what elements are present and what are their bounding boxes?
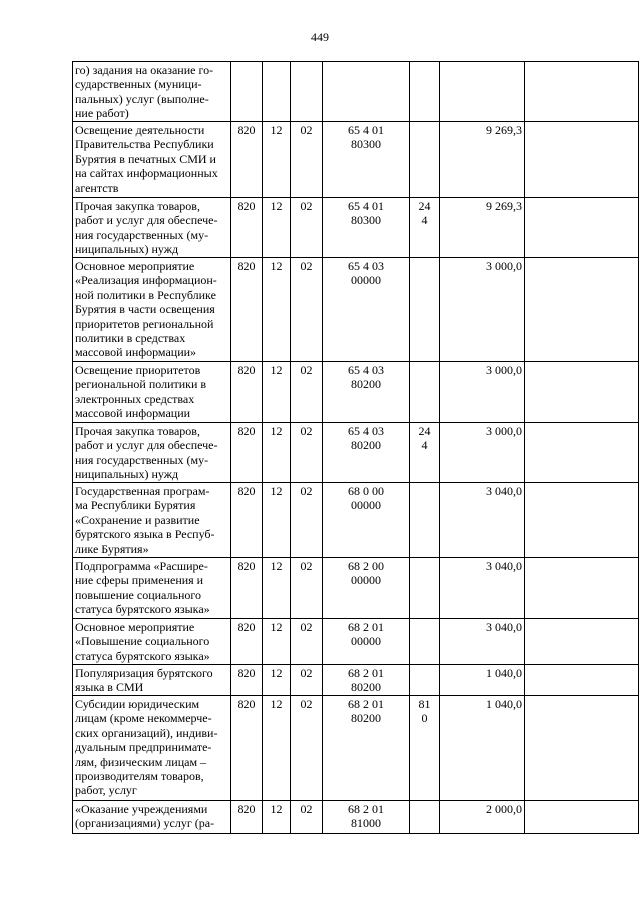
cell-name: Основное мероприятие «Повышение социального статуса бурятского языка» bbox=[73, 619, 231, 665]
cell-ministry: 820 bbox=[231, 558, 263, 619]
cell-name: Освещение приоритетов региональной политики в электронных средствах массовой информации bbox=[73, 362, 231, 423]
cell-empty bbox=[525, 423, 639, 483]
cell-name: «Оказание учреждениями (организациями) услуг (ра- bbox=[73, 801, 231, 834]
cell-expense-type: 81 0 bbox=[410, 696, 440, 801]
cell-ministry bbox=[231, 62, 263, 122]
cell-target-article: 65 4 03 00000 bbox=[323, 258, 410, 362]
cell-target-article: 65 4 01 80300 bbox=[323, 122, 410, 198]
cell-amount: 9 269,3 bbox=[440, 198, 525, 258]
cell-section: 12 bbox=[263, 801, 291, 834]
cell-empty bbox=[525, 665, 639, 696]
page-number: 449 bbox=[311, 30, 329, 44]
cell-subsection: 02 bbox=[291, 362, 323, 423]
cell-subsection: 02 bbox=[291, 122, 323, 198]
cell-target-article: 68 0 00 00000 bbox=[323, 483, 410, 558]
cell-expense-type bbox=[410, 362, 440, 423]
cell-empty bbox=[525, 62, 639, 122]
table-row bbox=[73, 423, 639, 483]
cell-empty bbox=[525, 696, 639, 801]
cell-section: 12 bbox=[263, 423, 291, 483]
table-row bbox=[73, 696, 639, 801]
cell-empty bbox=[525, 122, 639, 198]
cell-expense-type: 24 4 bbox=[410, 198, 440, 258]
cell-target-article bbox=[323, 62, 410, 122]
cell-name: Прочая закупка товаров, работ и услуг для обеспече- ния государственных (му- ниципальных) нужд bbox=[73, 198, 231, 258]
table-row bbox=[73, 483, 639, 558]
cell-section: 12 bbox=[263, 258, 291, 362]
cell-amount: 1 040,0 bbox=[440, 665, 525, 696]
cell-subsection: 02 bbox=[291, 619, 323, 665]
cell-amount: 9 269,3 bbox=[440, 122, 525, 198]
cell-section: 12 bbox=[263, 483, 291, 558]
table-row bbox=[73, 258, 639, 362]
cell-empty bbox=[525, 258, 639, 362]
cell-section: 12 bbox=[263, 198, 291, 258]
cell-subsection: 02 bbox=[291, 423, 323, 483]
cell-ministry: 820 bbox=[231, 258, 263, 362]
cell-empty bbox=[525, 558, 639, 619]
cell-section: 12 bbox=[263, 696, 291, 801]
cell-empty bbox=[525, 198, 639, 258]
cell-subsection: 02 bbox=[291, 801, 323, 834]
table-row bbox=[73, 122, 639, 198]
cell-amount: 3 000,0 bbox=[440, 423, 525, 483]
cell-subsection: 02 bbox=[291, 558, 323, 619]
cell-ministry: 820 bbox=[231, 619, 263, 665]
cell-target-article: 68 2 01 80200 bbox=[323, 696, 410, 801]
cell-expense-type bbox=[410, 665, 440, 696]
table-row bbox=[73, 62, 639, 122]
cell-name: Популяризация бурятского языка в СМИ bbox=[73, 665, 231, 696]
table-row bbox=[73, 665, 639, 696]
cell-ministry: 820 bbox=[231, 696, 263, 801]
cell-target-article: 65 4 03 80200 bbox=[323, 362, 410, 423]
cell-ministry: 820 bbox=[231, 198, 263, 258]
cell-expense-type: 24 4 bbox=[410, 423, 440, 483]
cell-empty bbox=[525, 362, 639, 423]
cell-ministry: 820 bbox=[231, 122, 263, 198]
cell-amount: 3 000,0 bbox=[440, 362, 525, 423]
cell-empty bbox=[525, 619, 639, 665]
cell-amount: 3 040,0 bbox=[440, 619, 525, 665]
table-row bbox=[73, 362, 639, 423]
cell-ministry: 820 bbox=[231, 665, 263, 696]
cell-amount: 1 040,0 bbox=[440, 696, 525, 801]
table-row bbox=[73, 558, 639, 619]
cell-amount bbox=[440, 62, 525, 122]
cell-section: 12 bbox=[263, 665, 291, 696]
cell-name: Субсидии юридическим лицам (кроме некоммерче- ских организаций), индиви- дуальным предпринимате- лям, физическим лицам – производителям товаров, работ, услуг bbox=[73, 696, 231, 801]
cell-target-article: 65 4 03 80200 bbox=[323, 423, 410, 483]
cell-expense-type bbox=[410, 558, 440, 619]
cell-expense-type bbox=[410, 258, 440, 362]
cell-expense-type bbox=[410, 122, 440, 198]
cell-ministry: 820 bbox=[231, 423, 263, 483]
cell-ministry: 820 bbox=[231, 801, 263, 834]
table-row bbox=[73, 801, 639, 834]
cell-subsection: 02 bbox=[291, 483, 323, 558]
cell-name: Основное мероприятие «Реализация информацион- ной политики в Республике Бурятия в части освещения приоритетов региональной политики в средствах массовой информации» bbox=[73, 258, 231, 362]
cell-section: 12 bbox=[263, 362, 291, 423]
cell-subsection: 02 bbox=[291, 198, 323, 258]
cell-amount: 2 000,0 bbox=[440, 801, 525, 834]
cell-section: 12 bbox=[263, 619, 291, 665]
cell-name: Освещение деятельности Правительства Республики Бурятия в печатных СМИ и на сайтах информационных агентств bbox=[73, 122, 231, 198]
cell-ministry: 820 bbox=[231, 483, 263, 558]
cell-section bbox=[263, 62, 291, 122]
cell-amount: 3 000,0 bbox=[440, 258, 525, 362]
cell-empty bbox=[525, 483, 639, 558]
cell-target-article: 65 4 01 80300 bbox=[323, 198, 410, 258]
cell-target-article: 68 2 01 81000 bbox=[323, 801, 410, 834]
cell-section: 12 bbox=[263, 122, 291, 198]
cell-section: 12 bbox=[263, 558, 291, 619]
cell-name: Прочая закупка товаров, работ и услуг для обеспече- ния государственных (му- ниципальных) нужд bbox=[73, 423, 231, 483]
cell-expense-type bbox=[410, 62, 440, 122]
cell-amount: 3 040,0 bbox=[440, 558, 525, 619]
cell-expense-type bbox=[410, 483, 440, 558]
cell-expense-type bbox=[410, 801, 440, 834]
cell-subsection bbox=[291, 62, 323, 122]
cell-subsection: 02 bbox=[291, 696, 323, 801]
cell-target-article: 68 2 00 00000 bbox=[323, 558, 410, 619]
cell-subsection: 02 bbox=[291, 258, 323, 362]
cell-empty bbox=[525, 801, 639, 834]
cell-target-article: 68 2 01 00000 bbox=[323, 619, 410, 665]
table-row bbox=[73, 198, 639, 258]
cell-name: Подпрограмма «Расшире- ние сферы применения и повышение социального статуса бурятского языка» bbox=[73, 558, 231, 619]
budget-table bbox=[72, 61, 639, 834]
table-row bbox=[73, 619, 639, 665]
cell-subsection: 02 bbox=[291, 665, 323, 696]
cell-amount: 3 040,0 bbox=[440, 483, 525, 558]
cell-expense-type bbox=[410, 619, 440, 665]
cell-ministry: 820 bbox=[231, 362, 263, 423]
cell-target-article: 68 2 01 80200 bbox=[323, 665, 410, 696]
cell-name: го) задания на оказание го- сударственных (муници- пальных) услуг (выполне- ние работ) bbox=[73, 62, 231, 122]
cell-name: Государственная програм- ма Республики Бурятия «Сохранение и развитие бурятского языка в Респуб- лике Бурятия» bbox=[73, 483, 231, 558]
